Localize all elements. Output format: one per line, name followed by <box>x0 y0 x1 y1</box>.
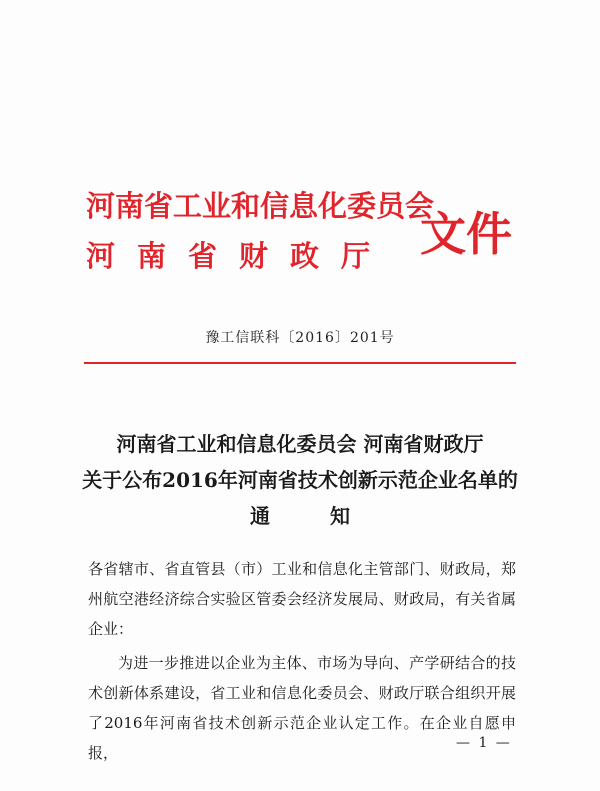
document-body <box>88 554 516 768</box>
document-title <box>0 426 600 534</box>
red-separator-line <box>84 362 516 364</box>
salutation-paragraph: 各省辖市、省直管县（市）工业和信息化主管部门、财政局，郑州航空港经济综合实验区管委会经济发展局、财政局，有关省属企业： <box>88 560 516 638</box>
issuer-name-2: 河南省财政厅 <box>86 239 393 273</box>
document-number: 豫工信联科〔2016〕201号 <box>205 330 395 346</box>
title-line-3: 通知 <box>250 504 410 528</box>
issuer-name-1: 河南省工业和信息化委员会 <box>86 189 435 223</box>
body-paragraph-1: 为进一步推进以企业为主体、市场为导向、产学研结合的技术创新体系建设，省工业和信息化委员会、财政厅联合组织开展了2016年河南省技术创新示范企业认定工作。在企业自愿申报， <box>88 654 516 762</box>
title-line-1: 河南省工业和信息化委员会 河南省财政厅 <box>116 432 484 456</box>
page-number: — 1 — <box>456 735 512 751</box>
document-header <box>86 186 526 286</box>
title-line-2: 关于公布2016年河南省技术创新示范企业名单的 <box>82 468 518 492</box>
document-type-label: 文件 <box>420 207 512 261</box>
